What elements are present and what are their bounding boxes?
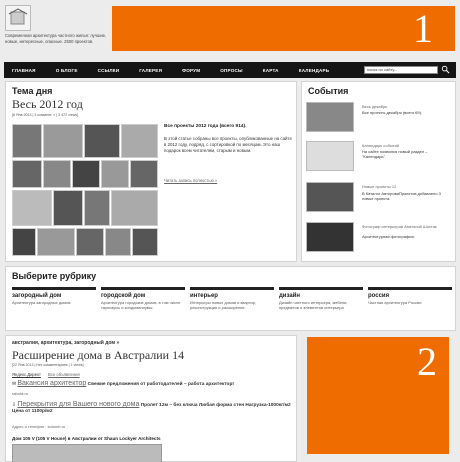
nav-about[interactable]: О БЛОГЕ — [55, 67, 78, 73]
nav-polls[interactable]: ОПРОСЫ — [220, 67, 243, 73]
all-ads-link[interactable]: Все объявления — [48, 372, 80, 377]
category-desc: Архитектура городских домов, в том числе таунхаусы и кондоминиумы. — [101, 300, 181, 310]
ad-banner-top[interactable] — [112, 6, 455, 51]
events-title: События — [308, 86, 349, 96]
event-title[interactable]: Новые проекты 12 — [362, 184, 397, 189]
event-image — [306, 102, 354, 132]
category-name[interactable]: россия — [368, 293, 390, 299]
feature-body: В этой статье собраны все проекты, опубликованные на сайте в 2012 году, подряд, с сортировкой по месяцам. Это наш подарок всем читателям, старым и новым. — [164, 136, 292, 153]
category-panel — [5, 266, 456, 331]
nav-calendar[interactable]: КАЛЕНДАРЬ — [298, 67, 330, 73]
search-icon[interactable] — [441, 65, 450, 74]
category-country-house[interactable] — [12, 287, 96, 305]
category-city-house[interactable] — [101, 287, 185, 310]
thumbnail[interactable] — [132, 228, 158, 256]
thumbnail[interactable] — [121, 124, 158, 158]
category-interior[interactable] — [190, 287, 274, 310]
event-desc: Архитектурная фотография. — [362, 234, 415, 239]
thumbnail[interactable] — [101, 160, 129, 188]
search-input[interactable]: поиск по сайту... — [364, 66, 438, 74]
post-title[interactable]: Расширение дома в Австралии 14 — [12, 348, 185, 362]
thumbnail[interactable] — [12, 228, 36, 256]
event-desc: В Каталог АвторовиПроектов добавлено 3 новых проекта. — [362, 191, 441, 201]
ad-title[interactable]: Вакансия архитектор — [17, 380, 87, 387]
thumbnail-grid — [12, 124, 158, 258]
event-image — [306, 182, 354, 212]
nav-home[interactable]: ГЛАВНАЯ — [12, 67, 36, 73]
event-image — [306, 141, 354, 171]
ad-item[interactable] — [12, 402, 292, 415]
feature-title[interactable]: Весь 2012 год — [12, 97, 83, 111]
category-desc: Частная архитектура России — [368, 300, 422, 305]
category-name[interactable]: загородный дом — [12, 293, 62, 299]
event-item[interactable] — [306, 102, 454, 132]
category-desc: Интерьеры новых домов и квартир, реконструкция и расширение. — [190, 300, 257, 310]
ads-header — [12, 372, 80, 377]
nav-links[interactable]: ССЫЛКИ — [97, 67, 120, 73]
ad-item[interactable] — [12, 381, 292, 388]
thumbnail[interactable] — [76, 228, 104, 256]
category-name[interactable]: дизайн — [279, 293, 301, 299]
ad-text: Свежие предложения от работодателей – работа архитектор! — [87, 382, 235, 387]
events-panel — [301, 81, 456, 262]
event-item[interactable] — [306, 222, 454, 252]
arrow-down-icon: ⇩ — [12, 403, 17, 408]
read-more-link[interactable]: Читать запись полностью » — [164, 178, 218, 183]
event-title[interactable]: Календарь событий — [362, 143, 400, 148]
event-title[interactable]: Фотограф интерьеров Анатолий Шостак — [362, 224, 437, 229]
thumbnail[interactable] — [43, 124, 83, 158]
event-image — [306, 222, 354, 252]
thumbnail[interactable] — [130, 160, 158, 188]
thumbnail[interactable] — [12, 160, 42, 188]
category-name[interactable]: интерьер — [190, 293, 218, 299]
post-category[interactable]: австралия, архитектура, загородный дом » — [12, 340, 120, 346]
post-meta: [22 Янв 2013 | Нет комментариев | 1 views] — [12, 363, 84, 367]
thumbnail[interactable] — [72, 160, 100, 188]
yandex-direct-link[interactable]: Яндекс.Директ — [12, 372, 41, 377]
feature-panel — [5, 81, 297, 262]
nav-map[interactable]: КАРТА — [262, 67, 279, 73]
section-title: Тема дня — [12, 86, 53, 96]
category-desc: Архитектура загородных домов — [12, 300, 71, 305]
thumbnail[interactable] — [84, 190, 110, 226]
thumbnail[interactable] — [12, 124, 42, 158]
thumbnail[interactable] — [105, 228, 131, 256]
nav-forum[interactable]: ФОРУМ — [182, 67, 201, 73]
category-name[interactable]: городской дом — [101, 293, 146, 299]
site-tagline: Современная архитектура частного жилья: лучшие, новые, интересные, опасные. 2500 проектов. — [5, 33, 107, 44]
post-panel — [5, 335, 297, 462]
site-logo[interactable] — [5, 5, 31, 31]
category-desc: Дизайн частного интерьера, мебели, предметов и элементов интерьера — [279, 300, 348, 310]
category-design[interactable] — [279, 287, 363, 310]
feature-meta: [8 Янв 2013 | 3 коммент. » | 3 472 views] — [12, 113, 79, 117]
thumbnail[interactable] — [84, 124, 120, 158]
event-item[interactable] — [306, 141, 454, 171]
category-russia[interactable] — [368, 287, 452, 305]
house-photo[interactable] — [12, 444, 162, 462]
main-nav — [4, 62, 456, 78]
banner-number: 2 — [417, 339, 437, 384]
thumbnail[interactable] — [43, 160, 71, 188]
thumbnail[interactable] — [12, 190, 52, 226]
mail-icon: ✉ — [12, 382, 17, 387]
event-item[interactable] — [306, 182, 454, 212]
ad-banner-side[interactable] — [307, 337, 449, 454]
ad-url[interactable]: Адрес и телефон · kolumb.ru — [12, 424, 66, 429]
category-title: Выберите рубрику — [12, 271, 97, 281]
ad-url[interactable]: rabota.ru — [12, 391, 29, 396]
ad-text: Пролет 12м – без ключа Любая форма стен Нагрузка-1000кг/м2 Цена от 1100р/м2 — [12, 403, 291, 414]
feature-heading: Все проекты 2012 года (всего 914). — [164, 124, 247, 129]
thumbnail[interactable] — [111, 190, 158, 226]
banner-number: 1 — [413, 6, 433, 51]
ad-title[interactable]: Перекрытия для Вашего нового дома — [17, 401, 140, 408]
nav-gallery[interactable]: ГАЛЕРЕЯ — [139, 67, 163, 73]
event-desc: Все проекты декабря (всего 69). — [362, 110, 423, 115]
thumbnail[interactable] — [37, 228, 75, 256]
house-caption: Дом 105 V (105 V House) в Австралии от Shaun Lockyer Architects — [12, 436, 161, 441]
thumbnail[interactable] — [53, 190, 83, 226]
event-title[interactable]: Весь декабрь — [362, 104, 388, 109]
event-desc: На сайте появился новый раздел – "Календарь". — [362, 149, 428, 159]
